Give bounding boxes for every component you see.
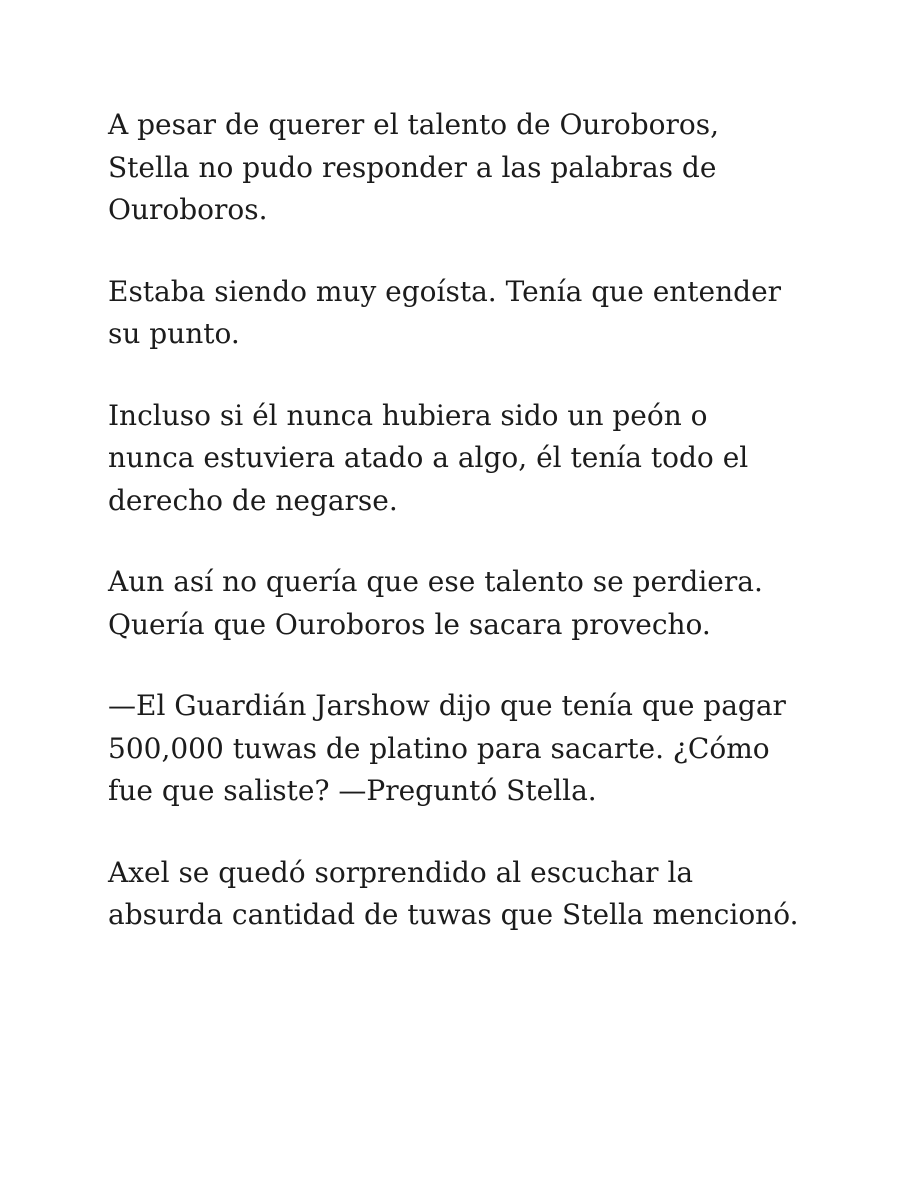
- paragraph-4: [108, 561, 808, 646]
- paragraph-line: Axel se quedó sorprendido al escuchar la: [108, 855, 694, 889]
- paragraph-line: Stella no pudo responder a las palabras de: [108, 150, 717, 184]
- paragraph-line: Incluso si él nunca hubiera sido un peón o: [108, 398, 708, 432]
- paragraph-line: absurda cantidad de tuwas que Stella mencionó.: [108, 898, 799, 931]
- paragraph-line: Aun así no quería que ese talento se perdiera.: [108, 565, 763, 598]
- paragraph-2: [108, 271, 808, 356]
- paragraph-line: su punto.: [108, 317, 240, 350]
- paragraph-line: A pesar de querer el talento de Ouroboros,: [108, 108, 719, 141]
- paragraph-5: [108, 685, 808, 813]
- paragraph-line: Ouroboros.: [108, 193, 268, 226]
- paragraph-line: —El Guardián Jarshow dijo que tenía que pagar: [108, 689, 786, 722]
- paragraph-line: nunca estuviera atado a algo, él tenía todo el: [108, 441, 749, 474]
- paragraph-line: derecho de negarse.: [108, 483, 398, 517]
- paragraph-line: Estaba siendo muy egoísta. Tenía que entender: [108, 274, 782, 308]
- paragraph-1: [108, 104, 808, 232]
- document-page: [108, 104, 808, 976]
- paragraph-line: 500,000 tuwas de platino para sacarte. ¿Cómo: [108, 731, 770, 765]
- paragraph-6: [108, 852, 808, 937]
- paragraph-line: fue que saliste? —Preguntó Stella.: [108, 774, 597, 807]
- paragraph-line: Quería que Ouroboros le sacara provecho.: [108, 607, 711, 641]
- paragraph-3: [108, 395, 808, 523]
